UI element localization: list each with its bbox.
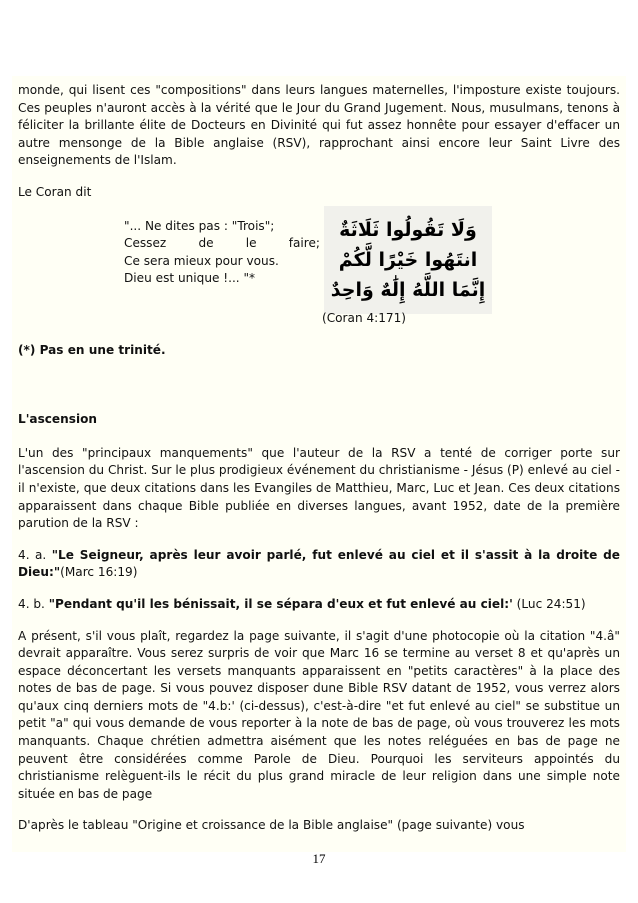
arabic-line: وَلَا تَقُولُوا ثَلَاثَةٌ (339, 218, 477, 241)
footnote-trinity: (*) Pas en une trinité. (18, 342, 166, 357)
page-content (12, 76, 626, 852)
coran-quote-text (124, 218, 320, 288)
paragraph-photocopy: A présent, s'il vous plaît, regardez la page suivante, il s'agit d'une photocopie où la citation "4.â" devrait apparaître. Vous serez surpris de voir que Marc 16 se termine au verset 8 et qu'après un espace déconcertant les versets manquants apparaissent en "petits caractères" à la place des notes de bas de page. Si vous pouvez disposer dune Bible RSV datant de 1952, vous verrez alors qu'aux cinq derniers mots de "4.b:' (ci-dessus), c'est-à-dire "et fut enlevé au ciel" se substitue un petit "a" qui vous demande de vous reporter à la note de bas de page, où vous trouverez les mots manquants. Chaque chrétien admettra aisément que les notes reléguées en bas de page ne peuvent être considérées comme Parole de Dieu. Pourquoi les serviteurs appointés du christianisme relèguent-ils le récit du plus grand miracle de leur religion dans une simple note située en bas de page (18, 628, 620, 801)
quote-line: Dieu est unique !... "* (124, 271, 256, 286)
coran-reference: (Coran 4:171) (322, 310, 407, 325)
arabic-line: انتَهُوا خَيْرًا لَّكُمْ (338, 248, 478, 271)
page-number: 17 (312, 851, 326, 866)
paragraph-imposture: monde, qui lisent ces "compositions" dans leurs langues maternelles, l'imposture existe toujours. Ces peuples n'auront accès à la vérité que le Jour du Grand Jugement. Nous, musulmans, tenons à féliciter la brillante élite de Docteurs en Divinité qui fut assez honnête pour essayer d'effacer un autre mensonge de la Bible anglaise (RSV), rapprochant ainsi encore leur Saint Livre des enseignements de l'Islam. (18, 83, 620, 168)
section-heading: L'ascension (18, 412, 98, 427)
paragraph-ascension: L'un des "principaux manquements" que l'auteur de la RSV a tenté de corriger porte sur l'ascension du Christ. Sur le plus prodigieux événement du christianisme - Jésus (P) enlevé au ciel - il n'existe, que deux citations dans les Evangiles de Matthieu, Marc, Luc et Jean. Ces deux citations apparaissent dans chaque Bible publiée en diverses langues, avant 1952, date de la première parution de la RSV : (18, 445, 620, 531)
arabic-calligraphy (324, 206, 492, 314)
quote-line: Ce sera mieux pour vous. (124, 253, 279, 268)
arabic-line: إِنَّمَا اللَّهُ إِلَٰهٌ وَاحِدٌ (330, 278, 486, 301)
citation-b (18, 596, 620, 614)
citation-reference: (Marc 16:19) (60, 565, 138, 580)
citation-a (18, 547, 620, 582)
citation-number: 4. b. (18, 596, 49, 611)
coran-intro: Le Coran dit (18, 184, 92, 199)
citation-reference: (Luc 24:51) (512, 596, 586, 611)
quote-line: "... Ne dites pas : "Trois"; (124, 218, 275, 233)
citation-text: "Pendant qu'il les bénissait, il se sépara d'eux et fut enlevé au ciel:' (48, 596, 513, 611)
quote-line: Cessez de le faire; (124, 236, 320, 251)
paragraph-tableau: D'après le tableau "Origine et croissance de la Bible anglaise" (page suivante) vous (18, 818, 525, 833)
citation-text: "Le Seigneur, après leur avoir parlé, fut enlevé au ciel et il s'assit à la droite de Dieu:" (18, 547, 620, 580)
coran-quote-block (18, 206, 620, 326)
citation-number: 4. a. (18, 547, 52, 562)
